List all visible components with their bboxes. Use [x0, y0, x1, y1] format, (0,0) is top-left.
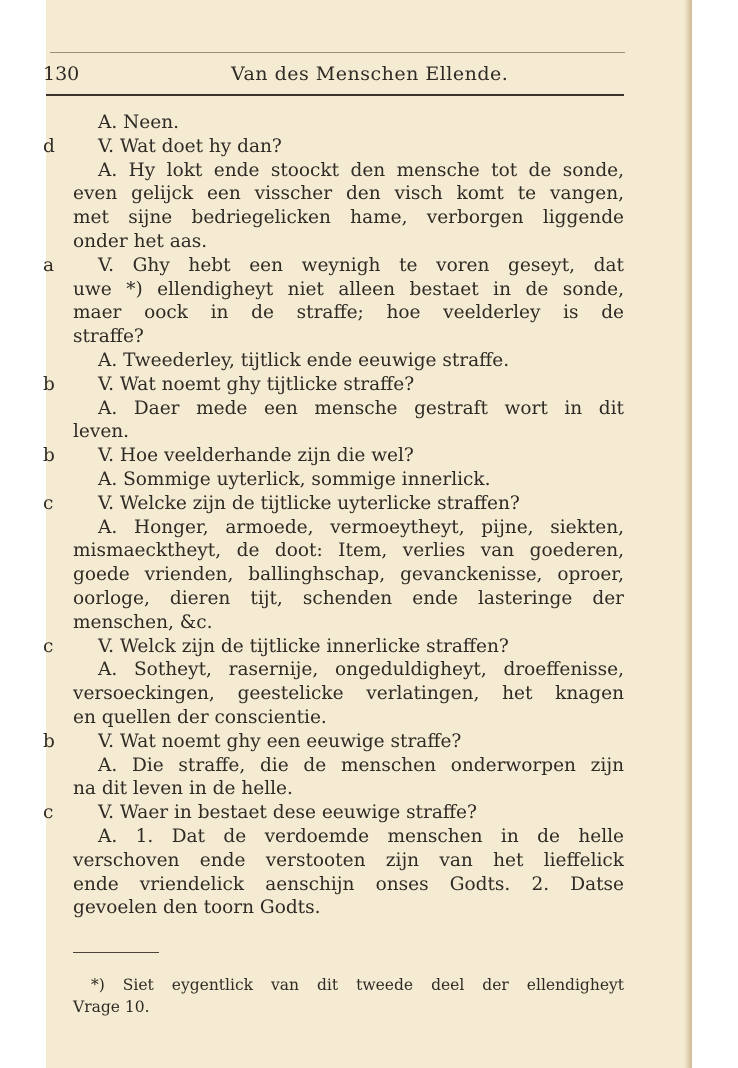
line-text: V. Welcke zijn de tijtlicke uyterlicke straffen? — [98, 492, 520, 514]
text-line — [43, 801, 624, 825]
line-text: goede vrienden, ballinghschap, gevanckenisse, oproer, — [73, 564, 624, 586]
line-text: versoeckingen, geestelicke verlatingen, het knagen — [73, 683, 624, 705]
line-text: mismaecktheyt, de doot: Item, verlies van goederen, — [73, 540, 624, 562]
line-text: A. Die straffe, die de menschen onderworpen zijn — [98, 754, 624, 776]
text-line — [73, 777, 624, 801]
line-text: A. Neen. — [98, 112, 180, 133]
text-line — [73, 706, 624, 730]
line-text: menschen, &c. — [73, 611, 213, 633]
line-text: V. Hoe veelderhande zijn die wel? — [98, 445, 414, 467]
margin-marker: a — [43, 254, 55, 276]
body-text — [43, 111, 624, 920]
line-text: A. 1. Dat de verdoemde menschen in de helle — [98, 825, 624, 847]
line-text: onder het aas. — [73, 230, 208, 252]
margin-marker: b — [43, 730, 55, 752]
page-header — [43, 61, 630, 87]
text-line — [73, 230, 624, 254]
text-line — [73, 873, 624, 897]
text-line — [43, 492, 624, 516]
line-text: A. Sotheyt, rasernije, ongeduldigheyt, droeffenisse, — [98, 659, 624, 681]
line-text: even gelijck een visscher den visch komt te vangen, — [73, 183, 624, 205]
line-text: V. Waer in bestaet dese eeuwige straffe? — [98, 802, 477, 824]
text-line — [73, 849, 624, 873]
line-text: A. Daer mede een mensche gestraft wort in dit — [98, 397, 624, 419]
text-line — [73, 682, 624, 706]
text-line — [73, 397, 624, 421]
line-text: uwe *) ellendigheyt niet alleen bestaet in de sonde, — [73, 278, 624, 300]
line-text: V. Wat doet hy dan? — [98, 135, 282, 157]
text-line — [73, 468, 624, 492]
running-title: Van des Menschen Ellende. — [231, 63, 509, 85]
footnote — [73, 974, 624, 1018]
line-text: A. Hy lokt ende stoockt den mensche tot de sonde, — [98, 159, 624, 181]
text-line — [73, 206, 624, 230]
line-text: verschoven ende verstooten zijn van het lieffelick — [73, 849, 624, 871]
line-text: gevoelen den toorn Godts. — [73, 897, 321, 919]
text-line — [73, 159, 624, 183]
line-text: straffe? — [73, 326, 144, 348]
margin-marker: c — [43, 635, 54, 657]
text-line — [43, 254, 624, 278]
text-line — [73, 349, 624, 373]
margin-marker: c — [43, 492, 54, 514]
text-line — [73, 516, 624, 540]
text-line — [73, 182, 624, 206]
text-line — [43, 635, 624, 659]
line-text: maer oock in de straffe; hoe veelderley is de — [73, 302, 624, 324]
line-text: ende vriendelick aenschijn onses Godts. 2. Datse — [73, 873, 624, 895]
text-line — [73, 825, 624, 849]
text-line — [73, 587, 624, 611]
footnote-rule — [73, 952, 159, 953]
line-text: A. Tweederley, tijtlick ende eeuwige straffe. — [98, 349, 510, 371]
line-text: V. Wat noemt ghy tijtlicke straffe? — [98, 373, 415, 395]
page-number: 130 — [43, 63, 80, 85]
text-line — [73, 754, 624, 778]
margin-marker: b — [43, 373, 55, 395]
text-line — [43, 135, 624, 159]
margin-marker: b — [43, 445, 55, 467]
text-line — [73, 111, 624, 135]
line-text: V. Ghy hebt een weynigh te voren geseyt, dat — [98, 254, 624, 276]
line-text: en quellen der conscientie. — [73, 706, 327, 728]
text-line — [73, 325, 624, 349]
page-edge-shadow — [684, 0, 692, 1068]
line-text: met sijne bedriegelicken hame, verborgen liggende — [73, 207, 624, 229]
line-text: leven. — [73, 421, 130, 443]
top-rule — [50, 52, 625, 53]
line-text: V. Welck zijn de tijtlicke innerlicke straffen? — [98, 635, 509, 657]
line-text: A. Sommige uyterlick, sommige innerlick. — [98, 468, 491, 490]
text-line — [73, 896, 624, 920]
text-line — [73, 539, 624, 563]
text-line — [73, 420, 624, 444]
header-rule — [46, 94, 624, 96]
line-text: na dit leven in de helle. — [73, 778, 293, 800]
text-line — [43, 444, 624, 468]
text-line — [43, 373, 624, 397]
line-text: oorloge, dieren tijt, schenden ende lasteringe der — [73, 587, 624, 609]
footnote-line: Vrage 10. — [73, 998, 150, 1016]
text-line — [73, 301, 624, 325]
text-line — [43, 730, 624, 754]
footnote-line: *) Siet eygentlick van dit tweede deel der ellendigheyt — [91, 976, 624, 994]
text-line — [73, 658, 624, 682]
line-text: V. Wat noemt ghy een eeuwige straffe? — [98, 730, 462, 752]
margin-marker: d — [43, 135, 55, 157]
margin-marker: c — [43, 802, 54, 824]
text-line — [73, 278, 624, 302]
text-line — [73, 611, 624, 635]
line-text: A. Honger, armoede, vermoeytheyt, pijne, siekten, — [98, 516, 624, 538]
text-line — [73, 563, 624, 587]
